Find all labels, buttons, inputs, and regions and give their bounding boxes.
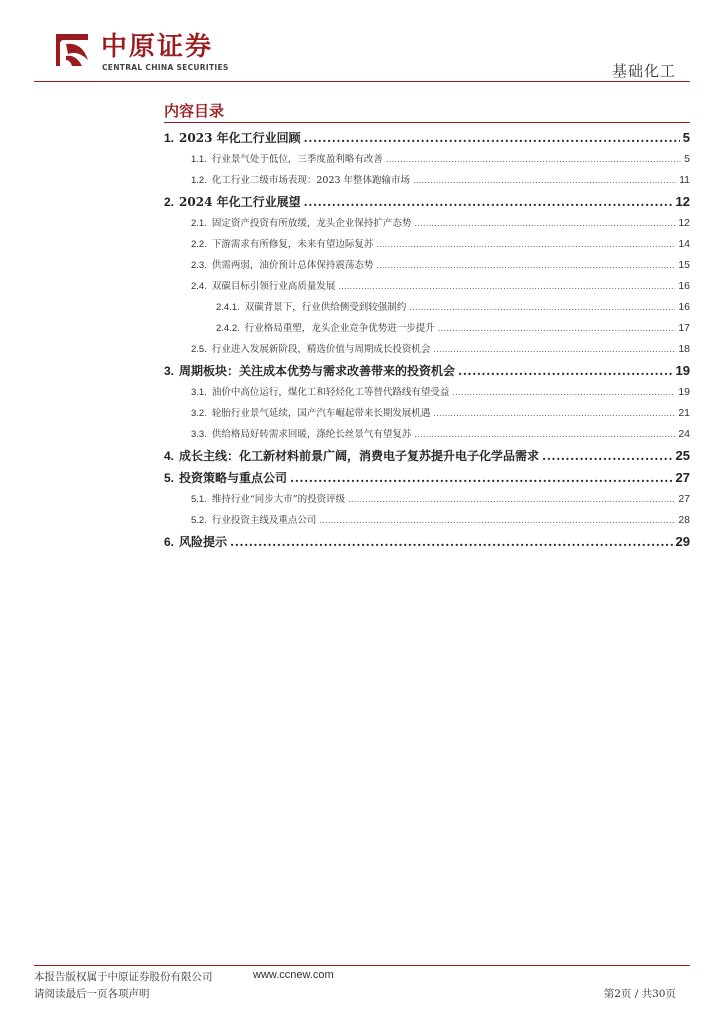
footer-divider [34,965,690,966]
toc-entry-label: 固定资产投资有所放缓，龙头企业保持扩产态势 [211,218,412,229]
toc-entry-number: 1. [164,131,175,145]
toc-entry-1-1[interactable] [164,149,690,170]
toc-entry-page: 25 [675,448,690,463]
toc-entry-label: 2024 年化工行业展望 [179,195,301,209]
toc-leader-dots [433,339,675,360]
toc-leader-dots [319,510,675,531]
toc-entry-page: 19 [675,363,690,378]
toc-leader-dots [338,276,675,297]
page-header [0,0,724,90]
toc-leader-dots [348,489,675,510]
toc-entry-5[interactable] [164,467,690,489]
toc-entry-number: 3.3. [191,429,207,440]
toc-entry-label: 供给格局好转需求回暖，涤纶长丝景气有望复苏 [211,429,412,440]
toc-entry-label: 周期板块：关注成本优势与需求改善带来的投资机会 [179,364,456,378]
toc-entry-1-2[interactable] [164,170,690,191]
toc-entry-number: 2.3. [191,260,207,271]
toc-entry-2-1[interactable] [164,213,690,234]
toc-leader-dots [414,213,675,234]
toc-leader-dots [458,360,673,382]
toc-entry-number: 2.4. [191,281,207,292]
toc-leader-dots [290,467,673,489]
toc-entry-page: 14 [678,238,690,250]
toc-entry-number: 2.5. [191,344,207,355]
toc-leader-dots [414,424,675,445]
toc-entry-label: 行业景气处于低位，三季度盈利略有改善 [211,154,383,165]
logo-chinese-text: 中原证券 [101,32,214,62]
toc-entry-5-2[interactable] [164,510,690,531]
toc-entry-number: 3.2. [191,408,207,419]
toc-entry-page: 21 [678,407,690,419]
toc-leader-dots [304,127,680,149]
toc-leader-dots [413,170,676,191]
toc-entry-label: 行业投资主线及重点公司 [211,515,317,526]
toc-entry-number: 2.4.2. [216,323,240,334]
toc-entry-page: 17 [678,322,690,334]
toc-title: 内容目录 [164,102,225,120]
toc-entry-number: 5.2. [191,515,207,526]
toc-entry-5-1[interactable] [164,489,690,510]
toc-leader-dots [409,297,675,318]
toc-entry-label: 双碳背景下，行业供给侧受到较强制约 [244,302,407,313]
toc-entry-page: 12 [675,194,690,209]
toc-entry-label: 油价中高位运行，煤化工和轻烃化工等替代路线有望受益 [211,387,450,398]
footer-website-link[interactable]: www.ccnew.com [253,969,334,981]
toc-entry-number: 2.2. [191,239,207,250]
toc-entry-page: 19 [678,386,690,398]
toc-entry-number: 3.1. [191,387,207,398]
toc-entry-label: 成长主线：化工新材料前景广阔，消费电子复苏提升电子化学品需求 [179,449,540,463]
toc-entry-page: 5 [684,153,690,165]
toc-leader-dots [376,255,675,276]
toc-entry-3-3[interactable] [164,424,690,445]
toc-entry-page: 24 [678,428,690,440]
footer-page-info: 第2页 / 共30页 [603,988,676,1000]
toc-entry-2-4-1[interactable] [164,297,690,318]
header-divider [34,81,690,82]
toc-entry-2-2[interactable] [164,234,690,255]
toc-entry-2-4-2[interactable] [164,318,690,339]
toc-entry-page: 27 [678,493,690,505]
toc-entry-number: 5. [164,471,175,485]
toc-entry-page: 18 [678,343,690,355]
toc-entry-label: 双碳目标引领行业高质量发展 [211,281,336,292]
toc-entry-number: 5.1. [191,494,207,505]
toc-leader-dots [542,445,673,467]
footer-read-notice: 请阅读最后一页各项声明 [34,988,150,1000]
toc-entry-number: 2.4.1. [216,302,240,313]
toc-entry-page: 15 [678,259,690,271]
toc-entry-page: 12 [678,217,690,229]
toc-entry-page: 5 [682,130,690,145]
toc-entry-page: 27 [675,470,690,485]
toc-leader-dots [376,234,675,255]
toc-entry-page: 11 [679,174,690,186]
toc-entry-label: 投资策略与重点公司 [179,471,288,485]
toc-entry-label: 风险提示 [179,535,228,549]
toc-leader-dots [230,531,673,553]
toc-entry-number: 4. [164,449,175,463]
toc-entry-3-1[interactable] [164,382,690,403]
toc-leader-dots [386,149,681,170]
toc-entry-number: 6. [164,535,175,549]
toc-entry-page: 29 [675,534,690,549]
toc-entry-number: 3. [164,364,175,378]
toc-leader-dots [433,403,675,424]
toc-entry-2[interactable] [164,191,690,213]
toc-leader-dots [452,382,675,403]
toc-entry-number: 1.2. [191,175,207,186]
toc-entry-page: 28 [678,514,690,526]
toc-entry-label: 行业进入发展新阶段，精选价值与周期成长投资机会 [211,344,431,355]
toc-entry-number: 2. [164,195,175,209]
logo-icon [52,30,92,70]
toc-entry-2-5[interactable] [164,339,690,360]
toc-entry-page: 16 [678,280,690,292]
toc-entry-label: 维持行业“同步大市”的投资评级 [211,494,346,505]
toc-entry-4[interactable] [164,445,690,467]
toc-entry-number: 1.1. [191,154,207,165]
toc-entry-label: 行业格局重塑，龙头企业竞争优势进一步提升 [244,323,435,334]
footer-copyright: 本报告版权属于中原证券股份有限公司 [34,971,213,983]
toc-entry-label: 供需两弱，油价预计总体保持震荡态势 [211,260,374,271]
toc-entry-3-2[interactable] [164,403,690,424]
toc-leader-dots [304,191,673,213]
toc-entry-label: 2023 年化工行业回顾 [179,131,301,145]
toc-entry-page: 16 [678,301,690,313]
toc-title-divider [164,122,690,123]
toc-leader-dots [438,318,676,339]
table-of-contents [164,100,690,553]
logo-english-text: CENTRAL CHINA SECURITIES [102,63,229,72]
toc-entry-label: 化工行业二级市场表现：2023 年整体跑输市场 [211,175,411,186]
toc-entry-label: 轮胎行业景气延续，国产汽车崛起带来长期发展机遇 [211,408,431,419]
toc-entry-6[interactable] [164,531,690,553]
report-category: 基础化工 [611,62,676,80]
toc-entry-2-3[interactable] [164,255,690,276]
toc-entry-number: 2.1. [191,218,207,229]
toc-entry-2-4[interactable] [164,276,690,297]
toc-entry-label: 下游需求有所修复，未来有望边际复苏 [211,239,374,250]
toc-entry-3[interactable] [164,360,690,382]
toc-entry-1[interactable] [164,127,690,149]
